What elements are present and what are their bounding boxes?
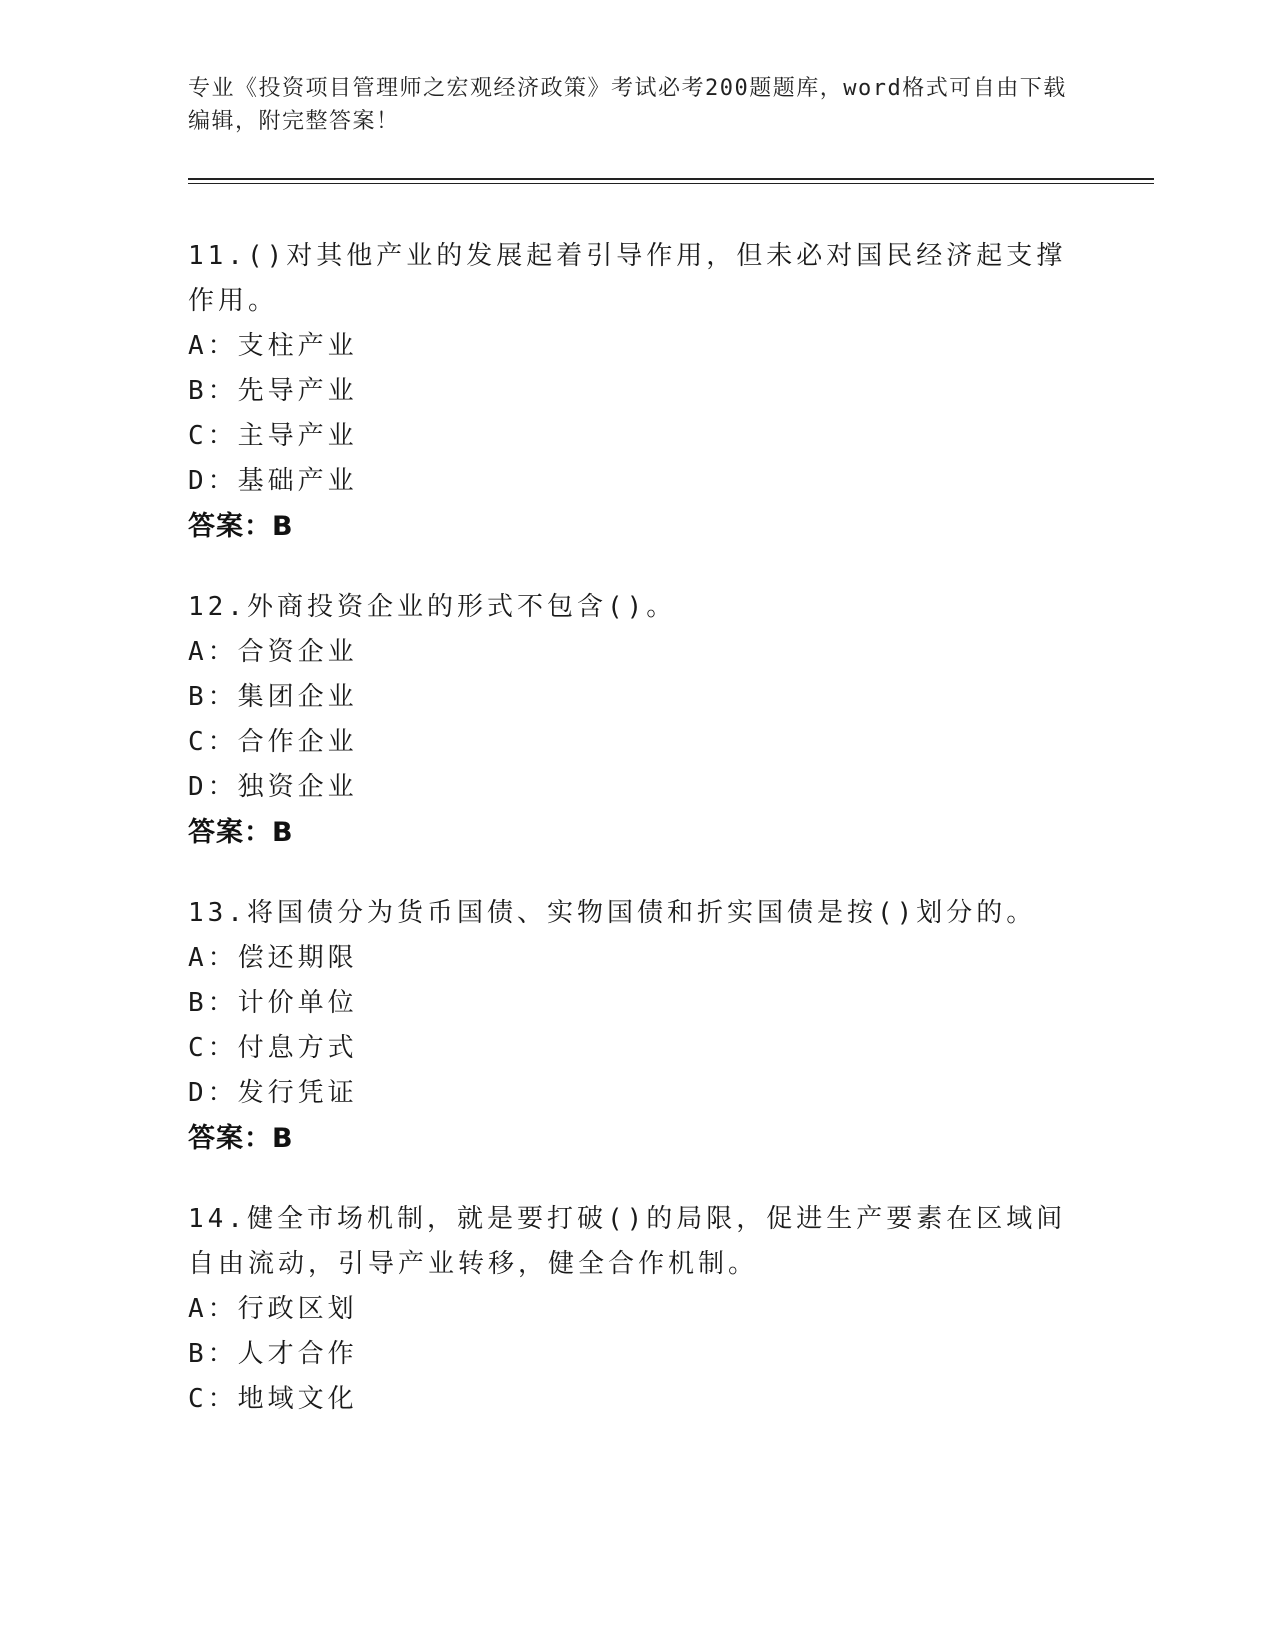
- option-b: B：人才合作: [188, 1339, 358, 1369]
- option-list: [188, 936, 1088, 1116]
- answer-line: 答案：B: [188, 817, 294, 848]
- question-11: [188, 234, 1088, 549]
- question-13: [188, 891, 1088, 1161]
- question-stem: 12.外商投资企业的形式不包含()。: [188, 592, 677, 622]
- option-d: D：独资企业: [188, 772, 358, 802]
- question-stem: 14.健全市场机制，就是要打破()的局限，促进生产要素在区域间自由流动，引导产业转移，健全合作机制。: [188, 1204, 1067, 1279]
- question-12: [188, 585, 1088, 855]
- answer-line: 答案：B: [188, 511, 294, 542]
- option-b: B：集团企业: [188, 682, 358, 712]
- option-d: D：基础产业: [188, 466, 358, 496]
- option-c: C：付息方式: [188, 1033, 358, 1063]
- option-c: C：主导产业: [188, 421, 358, 451]
- option-a: A：偿还期限: [188, 943, 358, 973]
- header-divider-thick: [188, 178, 1154, 180]
- header-divider-thin: [188, 183, 1154, 184]
- option-c: C：合作企业: [188, 727, 358, 757]
- question-14: [188, 1197, 1088, 1422]
- option-a: A：合资企业: [188, 637, 358, 667]
- option-c: C：地域文化: [188, 1384, 358, 1414]
- option-b: B：计价单位: [188, 988, 358, 1018]
- option-list: [188, 1287, 1088, 1422]
- option-b: B：先导产业: [188, 376, 358, 406]
- question-stem: 13.将国债分为货币国债、实物国债和折实国债是按()划分的。: [188, 898, 1037, 928]
- answer-line: 答案：B: [188, 1123, 294, 1154]
- option-d: D：发行凭证: [188, 1078, 358, 1108]
- option-a: A：支柱产业: [188, 331, 358, 361]
- document-header: 专业《投资项目管理师之宏观经济政策》考试必考200题题库，word格式可自由下载编辑，附完整答案！: [188, 76, 1067, 134]
- question-list: [188, 234, 1088, 1422]
- option-a: A：行政区划: [188, 1294, 358, 1324]
- option-list: [188, 324, 1088, 504]
- question-stem: 11.()对其他产业的发展起着引导作用，但未必对国民经济起支撑作用。: [188, 241, 1067, 316]
- option-list: [188, 630, 1088, 810]
